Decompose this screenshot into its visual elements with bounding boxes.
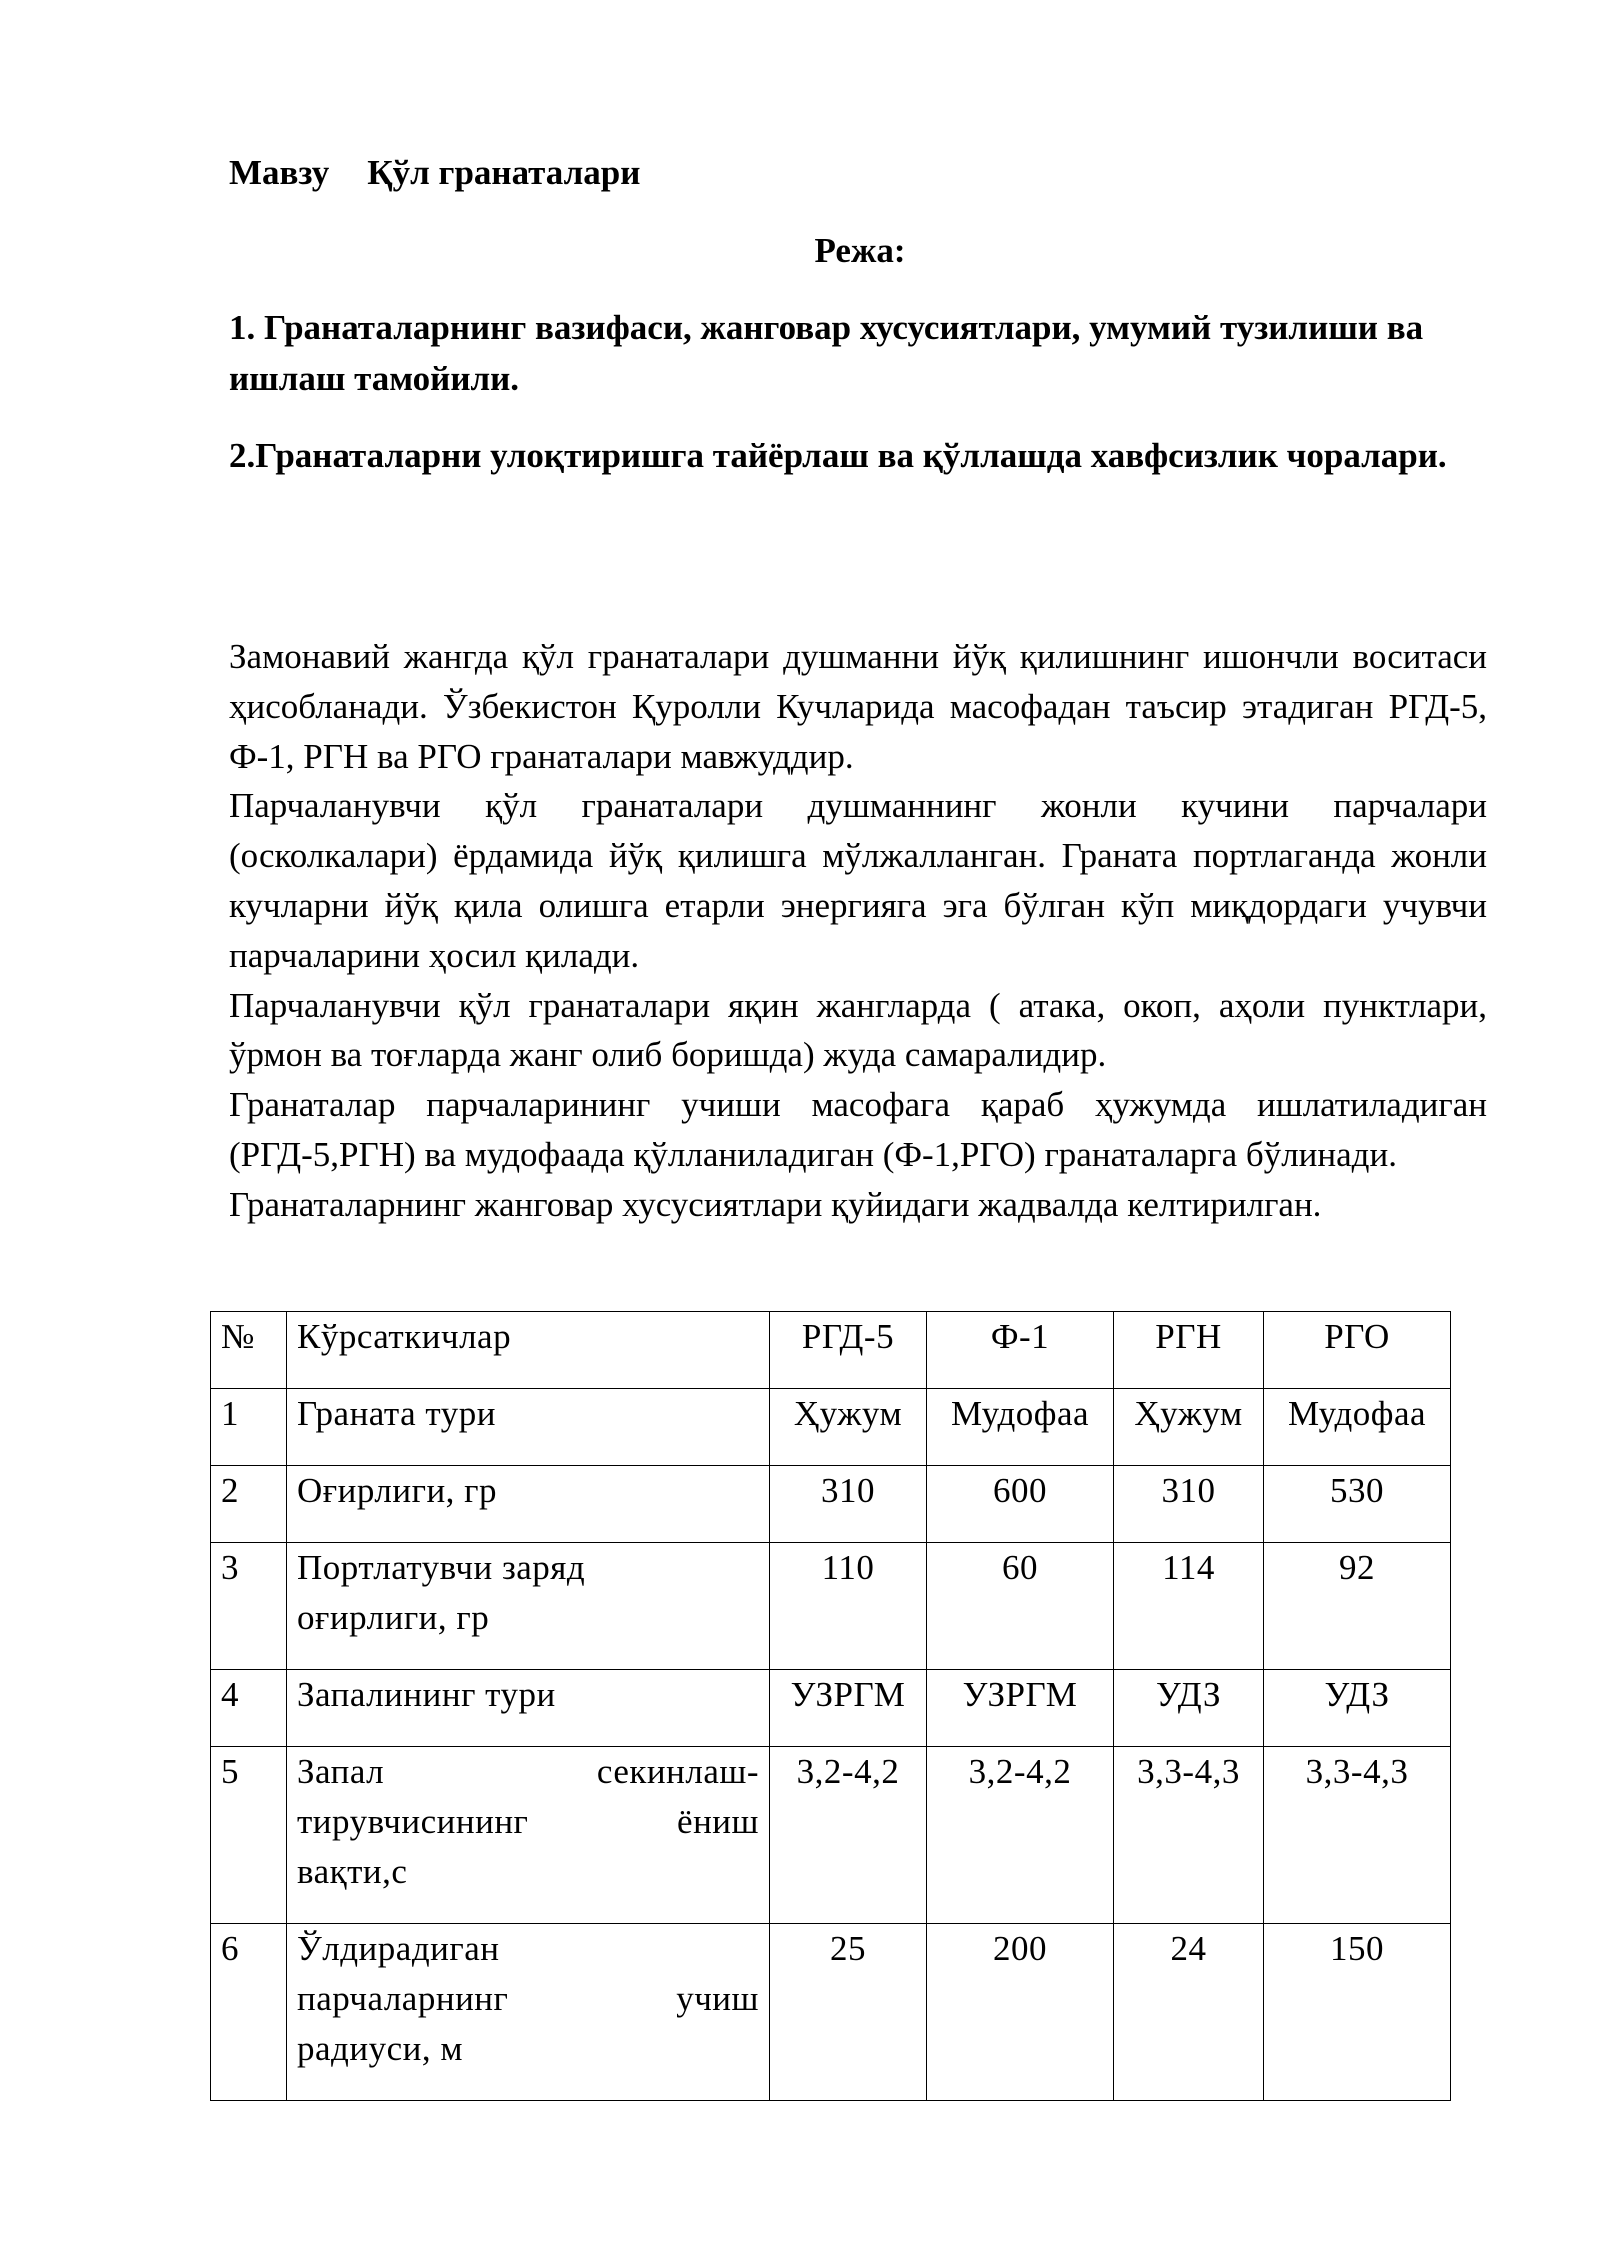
cell-value: 24 bbox=[1114, 1924, 1264, 2101]
plan-title: Режа: bbox=[814, 231, 906, 270]
cell-value: УЗРГМ bbox=[770, 1670, 927, 1747]
cell-value: 200 bbox=[927, 1924, 1114, 2101]
table-row bbox=[211, 1747, 1451, 1924]
table-header-row bbox=[211, 1312, 1451, 1389]
row-name bbox=[287, 1924, 770, 2101]
body-text bbox=[229, 632, 1487, 1230]
paragraph: Парчаланувчи қўл гранаталари яқин жангларда ( атака, окоп, аҳоли пунктлари, ўрмон ва тоғларда жанг олиб боришда) жуда самаралидир. bbox=[229, 985, 1487, 1075]
table-row bbox=[211, 1924, 1451, 2101]
cell-value: 150 bbox=[1264, 1924, 1451, 2101]
plan-item-1: 1. Гранаталарнинг вазифаси, жанговар хусусиятлари, умумий тузилиши ва ишлаш тамойили. bbox=[229, 308, 1424, 398]
row-name-word: ёниш bbox=[677, 1802, 759, 1841]
row-number: 3 bbox=[211, 1543, 287, 1670]
topic-title: Қўл гранаталари bbox=[367, 153, 641, 192]
paragraph: Гранаталар парчаларининг учиши масофага қараб ҳужумда ишлатиладиган (РГД-5,РГН) ва мудофаада қўлланиладиган (Ф-1,РГО) гранаталарга бўлинади. bbox=[229, 1085, 1487, 1174]
row-name: Граната тури bbox=[287, 1389, 770, 1466]
cell-value: УЗРГМ bbox=[927, 1670, 1114, 1747]
cell-value: 310 bbox=[770, 1466, 927, 1543]
row-number: 4 bbox=[211, 1670, 287, 1747]
cell-value: Ҳужум bbox=[770, 1389, 927, 1466]
row-name: Оғирлиги, гр bbox=[287, 1466, 770, 1543]
row-name-word: парчаларнинг bbox=[297, 1979, 509, 2018]
row-name-word: секинлаш- bbox=[596, 1752, 759, 1791]
cell-value: Мудофаа bbox=[1264, 1389, 1451, 1466]
cell-value: Ҳужум bbox=[1114, 1389, 1264, 1466]
cell-value: 3,3-4,3 bbox=[1264, 1747, 1451, 1924]
row-name-word: Запал bbox=[297, 1752, 385, 1791]
cell-value: 60 bbox=[927, 1543, 1114, 1670]
row-number: 1 bbox=[211, 1389, 287, 1466]
table-row bbox=[211, 1543, 1451, 1670]
row-name-line: вақти,с bbox=[297, 1852, 408, 1891]
cell-value: Мудофаа bbox=[927, 1389, 1114, 1466]
cell-value: 530 bbox=[1264, 1466, 1451, 1543]
header-cell-rgn: РГН bbox=[1114, 1312, 1264, 1389]
grenade-characteristics-table bbox=[210, 1311, 1451, 2101]
header-cell-rgd5: РГД-5 bbox=[770, 1312, 927, 1389]
header-cell-f1: Ф-1 bbox=[927, 1312, 1114, 1389]
table-row bbox=[211, 1670, 1451, 1747]
row-number: 5 bbox=[211, 1747, 287, 1924]
row-name: Запалининг тури bbox=[287, 1670, 770, 1747]
row-number: 6 bbox=[211, 1924, 287, 2101]
paragraph: Парчаланувчи қўл гранаталари душманнинг жонли кучини парчалари (осколкалари) ёрдамида йўқ қилишга мўлжалланган. Граната портлаганда жонли кучларни йўқ қила олишга етарли энергияга эга бўлган кўп миқдордаги учувчи парчаларини ҳосил қилади. bbox=[229, 786, 1487, 975]
row-name-line bbox=[297, 1974, 759, 2024]
row-name-line bbox=[297, 1797, 759, 1847]
row-name-word: тирувчисининг bbox=[297, 1802, 529, 1841]
row-name-line bbox=[297, 1747, 759, 1797]
cell-value: 3,3-4,3 bbox=[1114, 1747, 1264, 1924]
cell-value: 3,2-4,2 bbox=[927, 1747, 1114, 1924]
row-name-line: Ўлдирадиган bbox=[297, 1929, 500, 1968]
cell-value: УДЗ bbox=[1114, 1670, 1264, 1747]
paragraph: Гранаталарнинг жанговар хусусиятлари қуйидаги жадвалда келтирилган. bbox=[229, 1184, 1322, 1224]
cell-value: 600 bbox=[927, 1466, 1114, 1543]
header-cell-rgo: РГО bbox=[1264, 1312, 1451, 1389]
cell-value: 92 bbox=[1264, 1543, 1451, 1670]
table-row bbox=[211, 1389, 1451, 1466]
plan-item-2: 2.Гранаталарни улоқтиришга тайёрлаш ва қўллашда хавфсизлик чоралари. bbox=[229, 436, 1447, 475]
cell-value: 25 bbox=[770, 1924, 927, 2101]
cell-value: 114 bbox=[1114, 1543, 1264, 1670]
row-name bbox=[287, 1543, 770, 1670]
row-name-word: учиш bbox=[676, 1979, 759, 2018]
row-number: 2 bbox=[211, 1466, 287, 1543]
row-name-line: оғирлиги, гр bbox=[297, 1598, 490, 1637]
topic-label: Мавзу bbox=[229, 153, 330, 192]
row-name bbox=[287, 1747, 770, 1924]
header-cell-indicators: Кўрсаткичлар bbox=[287, 1312, 770, 1389]
header-cell-number: № bbox=[211, 1312, 287, 1389]
row-name-line: радиуси, м bbox=[297, 2029, 463, 2068]
cell-value: УДЗ bbox=[1264, 1670, 1451, 1747]
table-row bbox=[211, 1466, 1451, 1543]
cell-value: 310 bbox=[1114, 1466, 1264, 1543]
topic-heading bbox=[229, 148, 640, 198]
paragraph: Замонавий жангда қўл гранаталари душманни йўқ қилишнинг ишончли воситаси ҳисобланади. Ўзбекистон Қуролли Кучларида масофадан таъсир этадиган РГД-5, Ф-1, РГН ва РГО гранаталари мавжуддир. bbox=[229, 637, 1487, 776]
row-name-line: Портлатувчи заряд bbox=[297, 1548, 586, 1587]
cell-value: 110 bbox=[770, 1543, 927, 1670]
cell-value: 3,2-4,2 bbox=[770, 1747, 927, 1924]
